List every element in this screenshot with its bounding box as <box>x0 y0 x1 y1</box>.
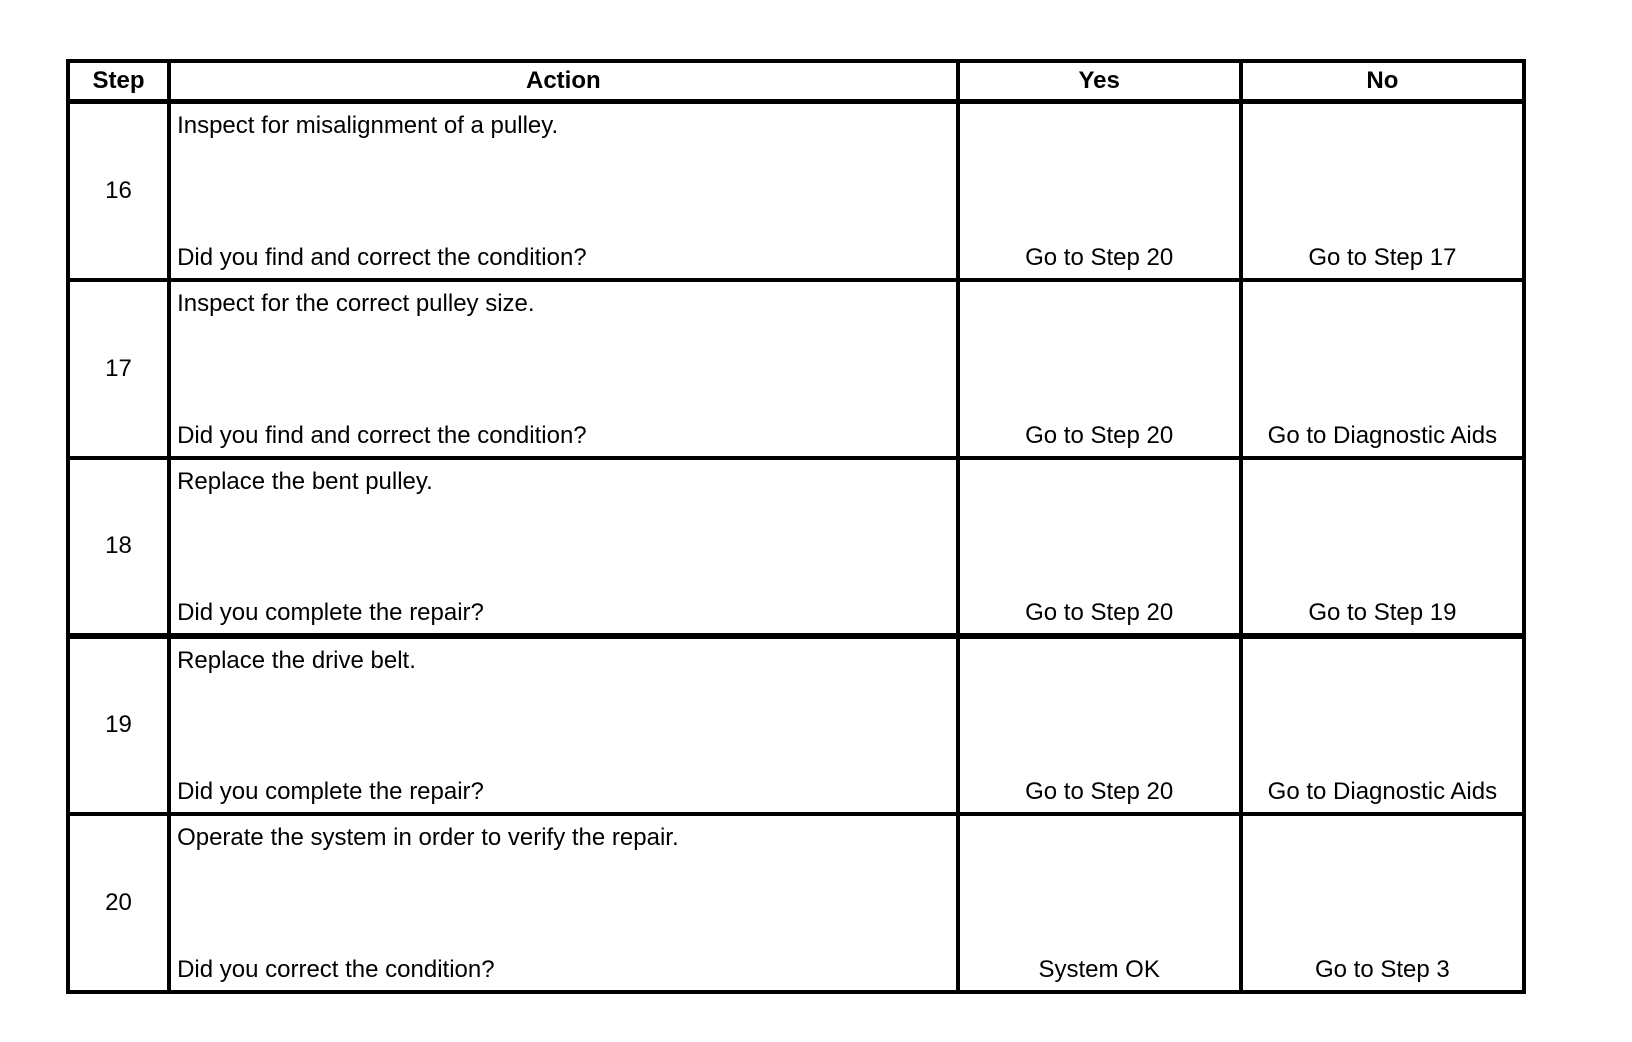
yes-result: Go to Step 20 <box>1025 243 1174 271</box>
diagnostic-table <box>66 59 1526 994</box>
header-action: Action <box>169 61 958 102</box>
no-result: Go to Diagnostic Aids <box>1267 421 1498 449</box>
action-cell <box>169 280 958 458</box>
table-row <box>68 458 1524 636</box>
no-cell <box>1241 102 1524 280</box>
header-no: No <box>1241 61 1524 102</box>
action-question: Did you correct the condition? <box>177 955 495 983</box>
action-cell <box>169 636 958 814</box>
step-number: 17 <box>68 280 169 458</box>
step-number: 19 <box>68 636 169 814</box>
action-cell <box>169 102 958 280</box>
yes-result: System OK <box>1038 955 1160 983</box>
table-header-row <box>68 61 1524 102</box>
no-cell <box>1241 814 1524 992</box>
yes-cell <box>958 102 1241 280</box>
action-question: Did you complete the repair? <box>177 777 484 805</box>
action-instruction: Inspect for misalignment of a pulley. <box>177 112 559 139</box>
action-instruction: Replace the bent pulley. <box>177 467 433 495</box>
step-number: 18 <box>68 458 169 636</box>
table-row <box>68 814 1524 992</box>
action-cell <box>169 458 958 636</box>
yes-cell <box>958 636 1241 814</box>
action-cell <box>169 814 958 992</box>
yes-cell <box>958 814 1241 992</box>
no-cell <box>1241 636 1524 814</box>
yes-result: Go to Step 20 <box>1025 598 1174 626</box>
table-row <box>68 102 1524 280</box>
table-row <box>68 280 1524 458</box>
step-number: 20 <box>68 814 169 992</box>
no-cell <box>1241 280 1524 458</box>
action-question: Did you find and correct the condition? <box>177 421 587 449</box>
no-result: Go to Step 17 <box>1308 243 1457 271</box>
step-number: 16 <box>68 102 169 280</box>
yes-result: Go to Step 20 <box>1025 421 1174 449</box>
yes-cell <box>958 458 1241 636</box>
no-result: Go to Diagnostic Aids <box>1267 777 1498 805</box>
action-question: Did you complete the repair? <box>177 598 484 626</box>
table-row <box>68 636 1524 814</box>
action-instruction: Replace the drive belt. <box>177 646 416 674</box>
action-instruction: Inspect for the correct pulley size. <box>177 289 535 317</box>
yes-result: Go to Step 20 <box>1025 777 1174 805</box>
action-instruction: Operate the system in order to verify the repair. <box>177 823 679 851</box>
action-question: Did you find and correct the condition? <box>177 243 587 271</box>
header-yes: Yes <box>958 61 1241 102</box>
no-result: Go to Step 19 <box>1308 598 1457 626</box>
header-step: Step <box>68 61 169 102</box>
no-cell <box>1241 458 1524 636</box>
yes-cell <box>958 280 1241 458</box>
no-result: Go to Step 3 <box>1315 955 1450 983</box>
